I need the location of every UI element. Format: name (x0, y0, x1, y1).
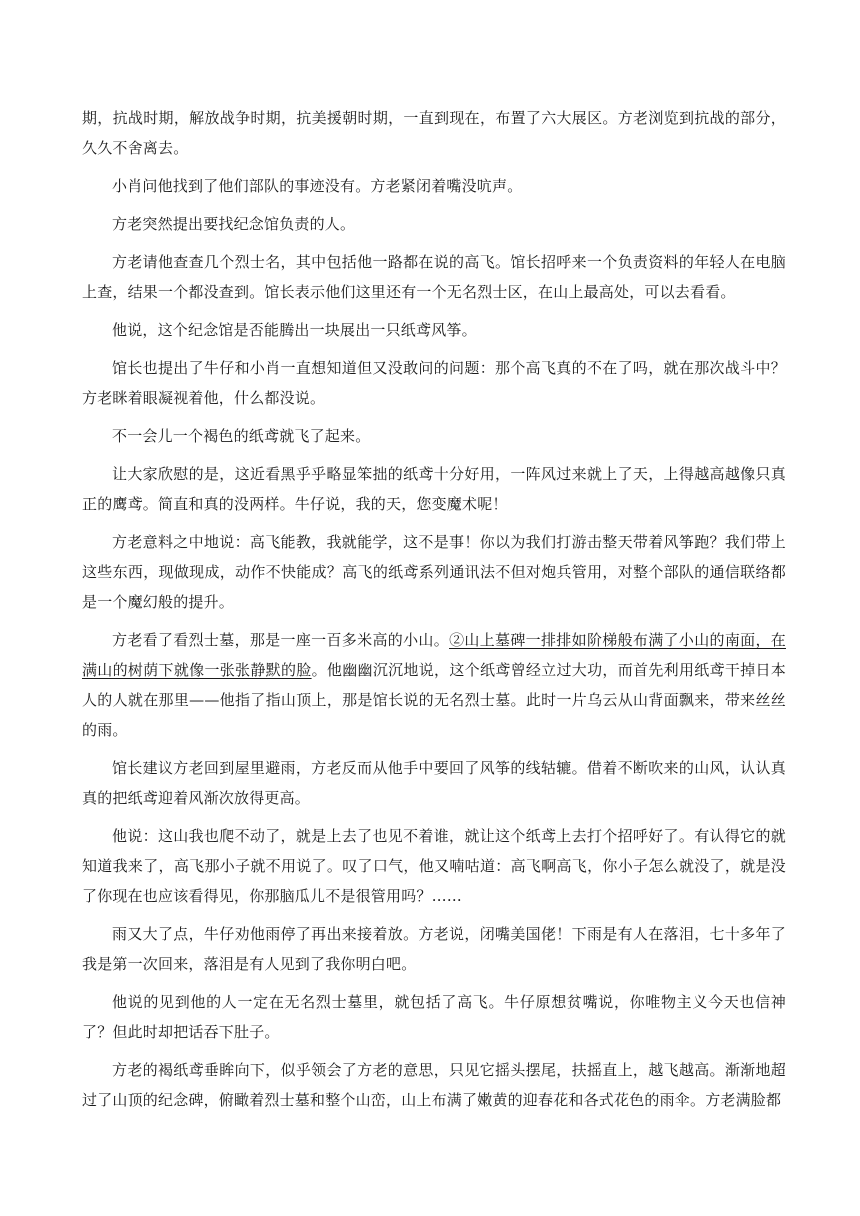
paragraph-with-underline (82, 625, 786, 745)
paragraph: 他说：这山我也爬不动了，就是上去了也见不着谁，就让这个纸鸢上去打个招呼好了。有认得它的就知道我来了，高飞那小子就不用说了。叹了口气，他又喃咕道：高飞啊高飞，你小子怎么就没了，就是没了你现在也应该看得见，你那脑瓜儿不是很管用吗？…… (82, 827, 786, 905)
paragraph: 方老的褐纸鸢垂眸向下，似乎领会了方老的意思，只见它摇头摆尾，扶摇直上，越飞越高。渐渐地超过了山顶的纪念碑，俯瞰着烈士墓和整个山峦，山上布满了嫩黄的迎春花和各式花色的雨伞。方老满脸都 (82, 1061, 786, 1109)
paragraph: 他说，这个纪念馆是否能腾出一块展出一只纸鸢风筝。 (112, 321, 477, 339)
paragraph: 他说的见到他的人一定在无名烈士墓里，就包括了高飞。牛仔原想贫嘴说，你唯物主义今天也信神了？但此时却把话吞下肚子。 (82, 993, 786, 1041)
paragraph-tail-text: 。他幽幽沉沉地说，这个纸鸢曾经立过大功，而首先利用纸鸢干掉日本人的人就在那里——他指了指山顶上，那是馆长说的无名烈士墓。此时一片乌云从山背面飘来，带来丝丝的雨。 (82, 661, 786, 739)
paragraph: 方老突然提出要找纪念馆负责的人。 (112, 215, 356, 233)
paragraph: 雨又大了点，牛仔劝他雨停了再出来接着放。方老说，闭嘴美国佬！下雨是有人在落泪，七十多年了我是第一次回来，落泪是有人见到了我你明白吧。 (82, 925, 786, 973)
underlined-sentence: ②山上墓碑一排排如阶梯般布满了小山的南面，在满山的树荫下就像一张张静默的脸 (82, 631, 786, 679)
paragraph: 馆长建议方老回到屋里避雨，方老反而从他手中要回了风筝的线轱辘。借着不断吹来的山风，认认真真的把纸鸢迎着风渐次放得更高。 (82, 759, 786, 807)
paragraph: 不一会儿一个褐色的纸鸢就飞了起来。 (112, 427, 371, 445)
paragraph-lead-text: 方老看了看烈士墓，那是一座一百多米高的小山。 (112, 631, 450, 649)
paragraph: 方老意料之中地说：高飞能教，我就能学，这不是事！你以为我们打游击整天带着风筝跑？我们带上这些东西，现做现成，动作不快能成？高飞的纸鸢系列通讯法不但对炮兵管用，对整个部队的通信联络都是一个魔幻般的提升。 (82, 533, 786, 611)
paragraph: 小肖问他找到了他们部队的事迹没有。方老紧闭着嘴没吭声。 (112, 177, 523, 195)
paragraph: 方老请他查查几个烈士名，其中包括他一路都在说的高飞。馆长招呼来一个负责资料的年轻人在电脑上查，结果一个都没查到。馆长表示他们这里还有一个无名烈士区，在山上最高处，可以去看看。 (82, 253, 786, 301)
article-body (82, 103, 786, 1123)
paragraph: 让大家欣慰的是，这近看黑乎乎略显笨拙的纸鸢十分好用，一阵风过来就上了天，上得越高越像只真正的鹰鸢。简直和真的没两样。牛仔说，我的天，您变魔术呢！ (82, 465, 786, 513)
paragraph: 期，抗战时期，解放战争时期，抗美援朝时期，一直到现在，布置了六大展区。方老浏览到抗战的部分，久久不舍离去。 (82, 109, 786, 157)
paragraph: 馆长也提出了牛仔和小肖一直想知道但又没敢问的问题：那个高飞真的不在了吗，就在那次战斗中？方老眯着眼凝视着他，什么都没说。 (82, 359, 786, 407)
